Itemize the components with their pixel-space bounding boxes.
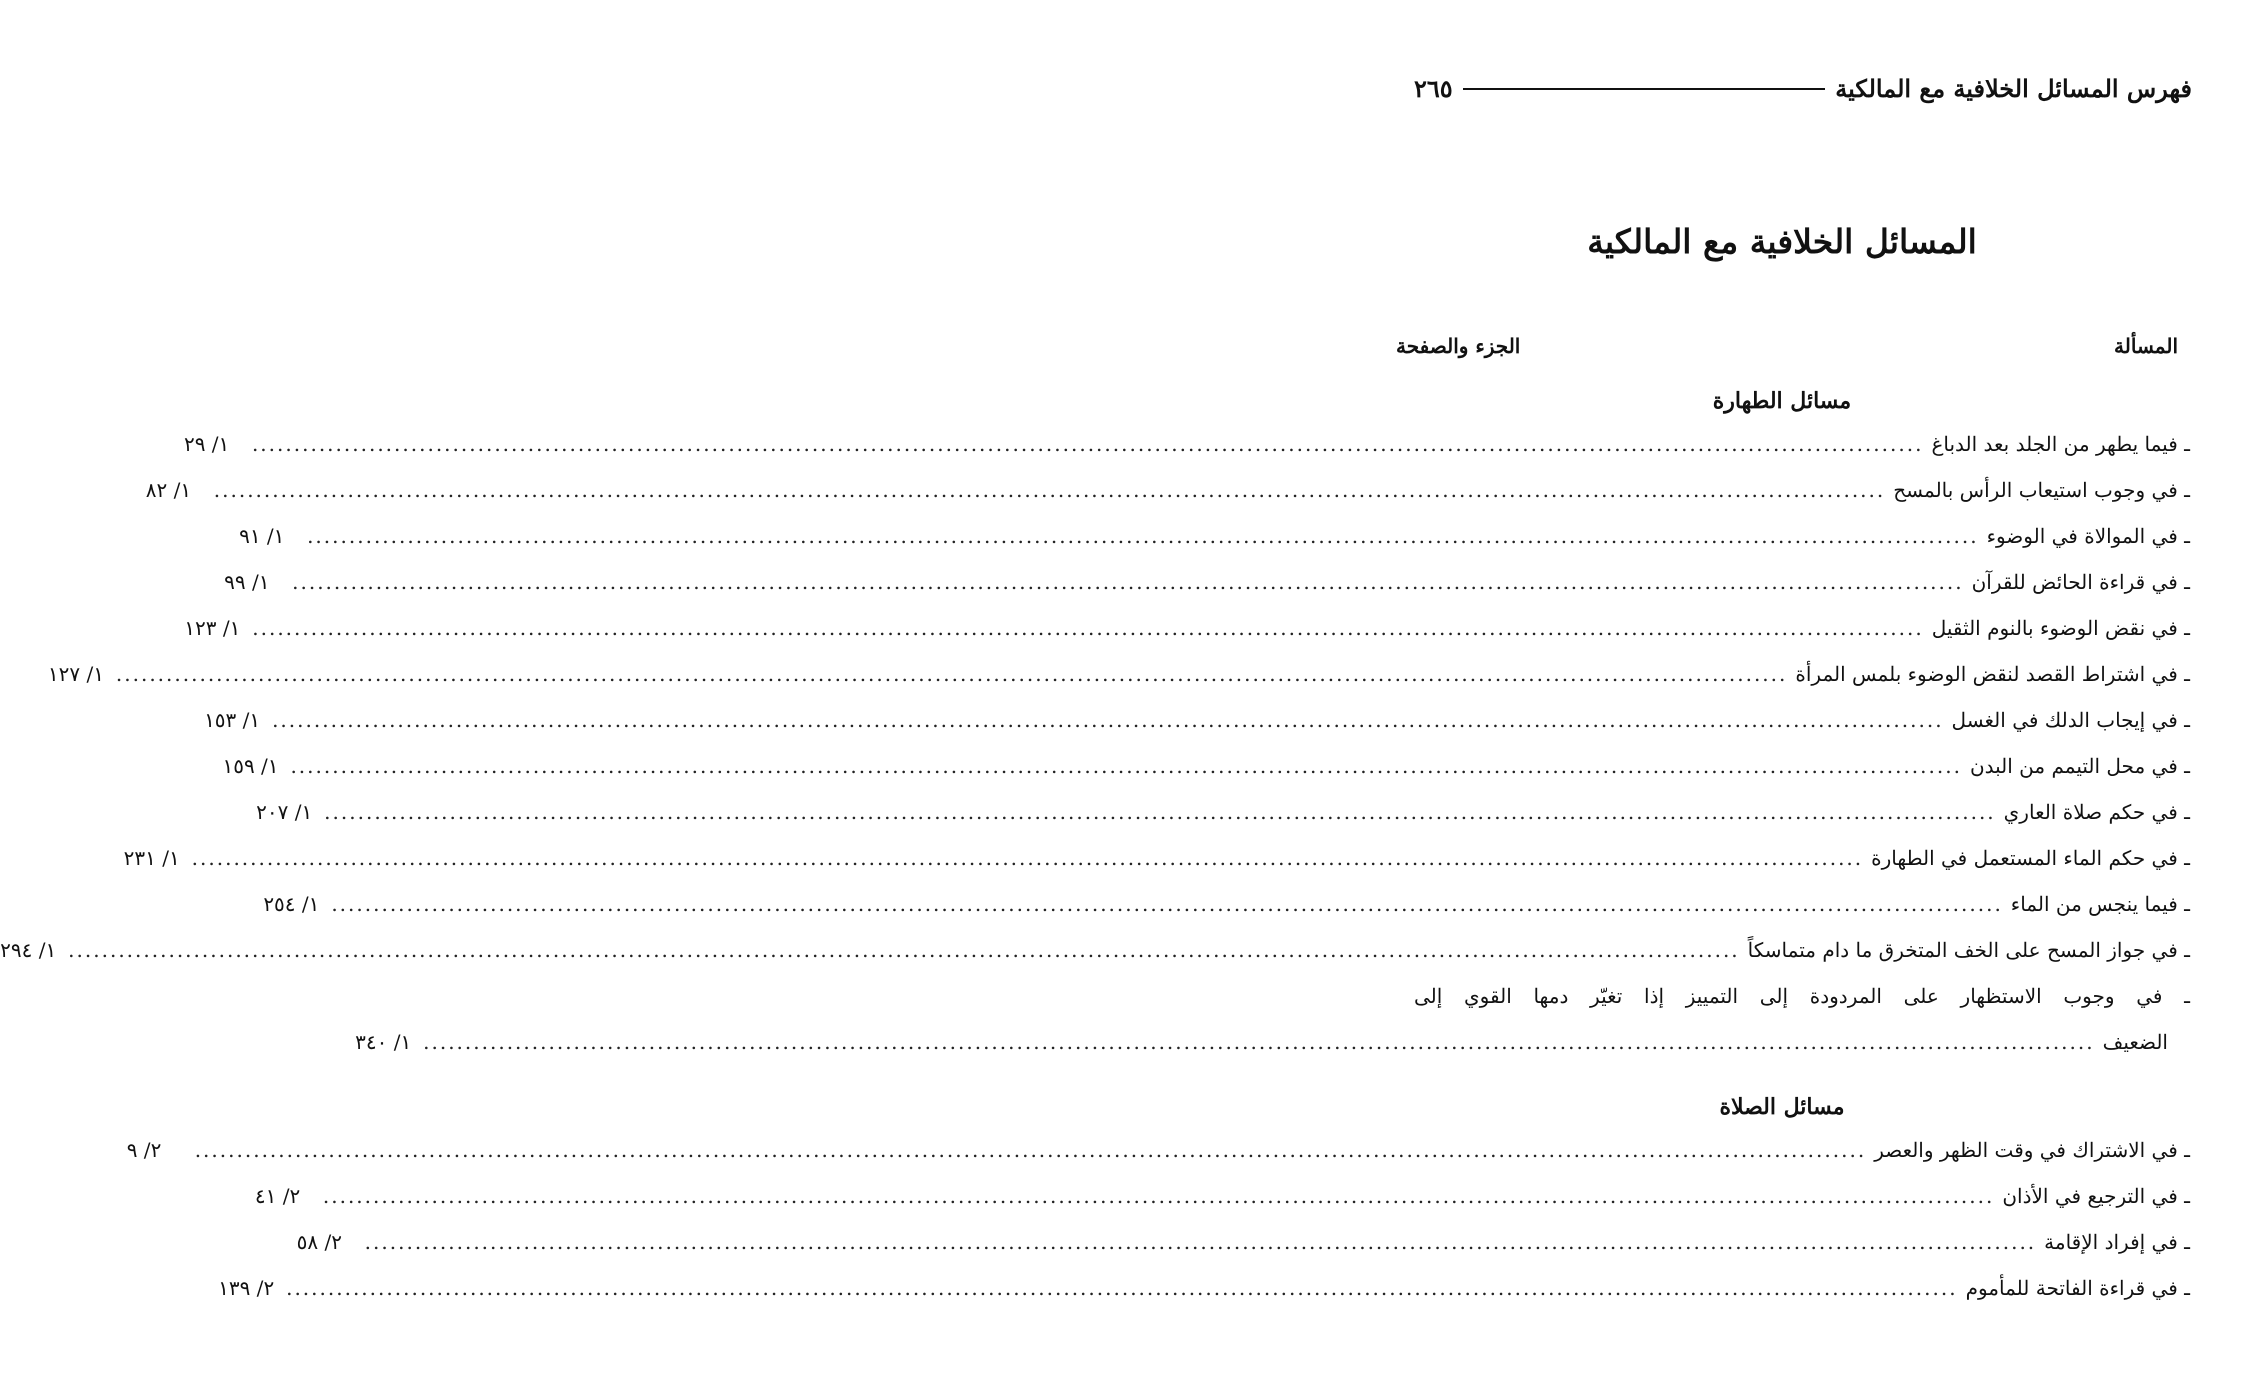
entry-reference: ١/ ٢٥٤ — [263, 892, 320, 916]
entry-text: ـ في الاشتراك في وقت الظهر والعصر — [1874, 1138, 2190, 1162]
leader-dots: ........................................................................................................................................................................................................ — [322, 1184, 1995, 1208]
entry-text: ـ في اشتراط القصد لنقض الوضوء بلمس المرأة — [1795, 662, 2190, 686]
section-title-taharah: مسائل الطهارة — [1712, 388, 1852, 414]
list-item — [263, 881, 2190, 927]
entry-reference: ١/ ٢٣١ — [123, 846, 180, 870]
entry-reference: ٢/ ١٣٩ — [218, 1276, 275, 1300]
entry-reference: ١/ ١٥٩ — [222, 754, 279, 778]
entry-text: ـ في الترجيع في الأذان — [2002, 1184, 2190, 1208]
leader-dots: ........................................................................................................................................................................................................ — [292, 570, 1964, 594]
entry-reference: ١/ ٢٠٧ — [256, 800, 313, 824]
entry-text: ـ في حكم صلاة العاري — [2003, 800, 2190, 824]
entries-taharah — [0, 421, 2190, 1065]
entry-reference: ١/ ٨٢ — [145, 478, 192, 502]
header-rule — [1463, 88, 1826, 90]
leader-dots: ........................................................................................................................................................................................................ — [331, 892, 2003, 916]
leader-dots: ........................................................................................................................................................................................................ — [272, 708, 1944, 732]
entry-text: ـ فيما ينجس من الماء — [2010, 892, 2190, 916]
section-title-salah: مسائل الصلاة — [1719, 1094, 1845, 1120]
entry-text-line2: الضعيف — [2102, 1030, 2168, 1054]
list-item — [256, 789, 2190, 835]
page-number: ٢٦٥ — [1414, 74, 1453, 103]
running-title: فهرس المسائل الخلافية مع المالكية — [1835, 74, 2192, 103]
entry-reference: ٢/ ٤١ — [254, 1184, 301, 1208]
entry-text: ـ فيما يطهر من الجلد بعد الدباغ — [1931, 432, 2190, 456]
list-item — [183, 421, 2190, 467]
page-title: المسائل الخلافية مع المالكية — [1587, 222, 1977, 261]
leader-dots: ........................................................................................................................................................................................................ — [324, 800, 1996, 824]
leader-dots: ........................................................................................................................................................................................................ — [194, 1138, 1867, 1162]
entry-text: ـ في حكم الماء المستعمل في الطهارة — [1871, 846, 2190, 870]
leader-dots: ........................................................................................................................................................................................................ — [68, 938, 1740, 962]
entry-text: ـ في إيجاب الدلك في الغسل — [1951, 708, 2190, 732]
entries-salah — [126, 1127, 2190, 1311]
list-item — [184, 605, 2190, 651]
list-item-multiline — [355, 973, 2190, 1065]
list-item — [218, 1265, 2190, 1311]
entry-text: ـ في محل التيمم من البدن — [1969, 754, 2190, 778]
entry-reference: ١/ ٩٩ — [224, 570, 270, 594]
list-item — [123, 835, 2190, 881]
entry-reference: ١/ ٢٩٤ — [0, 938, 57, 962]
leader-dots: ........................................................................................................................................................................................................ — [252, 616, 1924, 640]
entry-text: ـ في وجوب استيعاب الرأس بالمسح — [1893, 478, 2190, 502]
leader-dots: ........................................................................................................................................................................................................ — [115, 662, 1788, 686]
leader-dots: ........................................................................................................................................................................................................ — [290, 754, 1962, 778]
entry-reference: ١/ ٣٤٠ — [355, 1030, 412, 1054]
entry-reference: ١/ ١٢٣ — [184, 616, 241, 640]
entry-text: ـ في نقض الوضوء بالنوم الثقيل — [1931, 616, 2190, 640]
list-item — [224, 559, 2190, 605]
entry-reference: ١/ ١٢٧ — [47, 662, 104, 686]
entry-reference: ٢/ ٥٨ — [296, 1230, 343, 1254]
entry-text: ـ في قراءة الفاتحة للمأموم — [1965, 1276, 2190, 1300]
list-item — [222, 743, 2190, 789]
entry-text: ـ في إفراد الإقامة — [2044, 1230, 2190, 1254]
leader-dots: ........................................................................................................................................................................................................ — [191, 846, 1864, 870]
entry-reference: ٢/ ٩ — [126, 1138, 162, 1162]
entry-text-line1: ـ في وجوب الاستظهار على المردودة إلى التمييز إذا تغيّر دمها القوي إلى — [1414, 984, 2190, 1008]
leader-dots: ........................................................................................................................................................................................................ — [213, 478, 1886, 502]
leader-dots: ........................................................................................................................................................................................................ — [286, 1276, 1958, 1300]
list-item — [204, 697, 2190, 743]
entry-text: ـ في الموالاة في الوضوء — [1986, 524, 2190, 548]
entry-text: ـ في قراءة الحائض للقرآن — [1971, 570, 2190, 594]
leader-dots: ........................................................................................................................................................................................................ — [364, 1230, 2037, 1254]
entry-reference: ١/ ٢٩ — [183, 432, 230, 456]
list-item — [0, 927, 2190, 973]
list-item — [296, 1219, 2190, 1265]
list-item — [254, 1173, 2190, 1219]
column-header-issue: المسألة — [2114, 334, 2178, 358]
entry-line2 — [355, 1019, 2190, 1065]
column-header-volume-page: الجزء والصفحة — [1396, 334, 1521, 358]
leader-dots: ........................................................................................................................................................................................................ — [251, 432, 1924, 456]
list-item — [239, 513, 2190, 559]
entry-reference: ١/ ٩١ — [239, 524, 285, 548]
list-item — [145, 467, 2190, 513]
leader-dots: ........................................................................................................................................................................................................ — [307, 524, 1979, 548]
running-header — [1414, 74, 2192, 103]
entry-reference: ١/ ١٥٣ — [204, 708, 261, 732]
entry-text: ـ في جواز المسح على الخف المتخرق ما دام متماسكاً — [1747, 938, 2190, 962]
list-item — [126, 1127, 2190, 1173]
leader-dots: ........................................................................................................................................................................................................ — [423, 1030, 2095, 1054]
list-item — [47, 651, 2190, 697]
